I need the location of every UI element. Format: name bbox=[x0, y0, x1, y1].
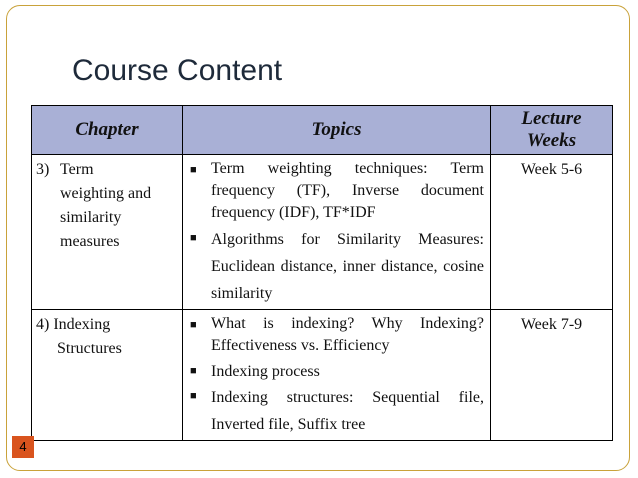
topic-text: What is indexing? Why Indexing? Effectiveness vs. Efficiency bbox=[211, 315, 484, 354]
chapter-line: measures bbox=[60, 233, 120, 250]
table-row bbox=[32, 310, 613, 441]
topic-text: Term weighting techniques: Term frequency (TF), Inverse document frequency (IDF), TF*IDF bbox=[211, 160, 484, 221]
chapter-line: weighting and bbox=[60, 185, 152, 202]
topic-item bbox=[187, 359, 484, 384]
topic-item bbox=[187, 158, 484, 224]
topic-text: Indexing structures: Sequential file, Inverted file, Suffix tree bbox=[211, 389, 484, 433]
chapter-line: similarity bbox=[60, 209, 122, 226]
square-bullet-icon: ■ bbox=[190, 390, 197, 402]
topic-text: Indexing process bbox=[211, 363, 320, 380]
topics-cell bbox=[183, 155, 491, 310]
header-topics: Topics bbox=[183, 106, 491, 155]
table-row bbox=[32, 155, 613, 310]
course-content-table bbox=[31, 105, 613, 441]
topic-item bbox=[187, 384, 484, 438]
square-bullet-icon: ■ bbox=[190, 319, 197, 331]
header-weeks-line2: Weeks bbox=[526, 130, 577, 151]
page-number-badge: 4 bbox=[12, 436, 34, 458]
chapter-line: Indexing bbox=[53, 316, 111, 333]
header-weeks-line1: Lecture bbox=[521, 108, 582, 129]
chapter-cell bbox=[32, 310, 183, 441]
weeks-cell: Week 7-9 bbox=[491, 310, 613, 441]
topic-item bbox=[187, 313, 484, 357]
header-chapter: Chapter bbox=[32, 106, 183, 155]
chapter-number: 3) bbox=[36, 161, 50, 178]
chapter-cell bbox=[32, 155, 183, 310]
weeks-cell: Week 5-6 bbox=[491, 155, 613, 310]
chapter-number: 4) bbox=[36, 316, 50, 333]
square-bullet-icon: ■ bbox=[190, 232, 197, 244]
square-bullet-icon: ■ bbox=[190, 164, 197, 176]
slide-title: Course Content bbox=[72, 54, 283, 87]
topic-text: Algorithms for Similarity Measures: Euclidean distance, inner distance, cosine similarity bbox=[211, 231, 484, 302]
topic-item bbox=[187, 226, 484, 307]
topics-cell bbox=[183, 310, 491, 441]
chapter-line: Term bbox=[60, 161, 94, 178]
square-bullet-icon: ■ bbox=[190, 365, 197, 377]
table-header-row bbox=[32, 106, 613, 155]
header-lecture-weeks bbox=[491, 106, 613, 155]
chapter-line: Structures bbox=[57, 340, 122, 357]
